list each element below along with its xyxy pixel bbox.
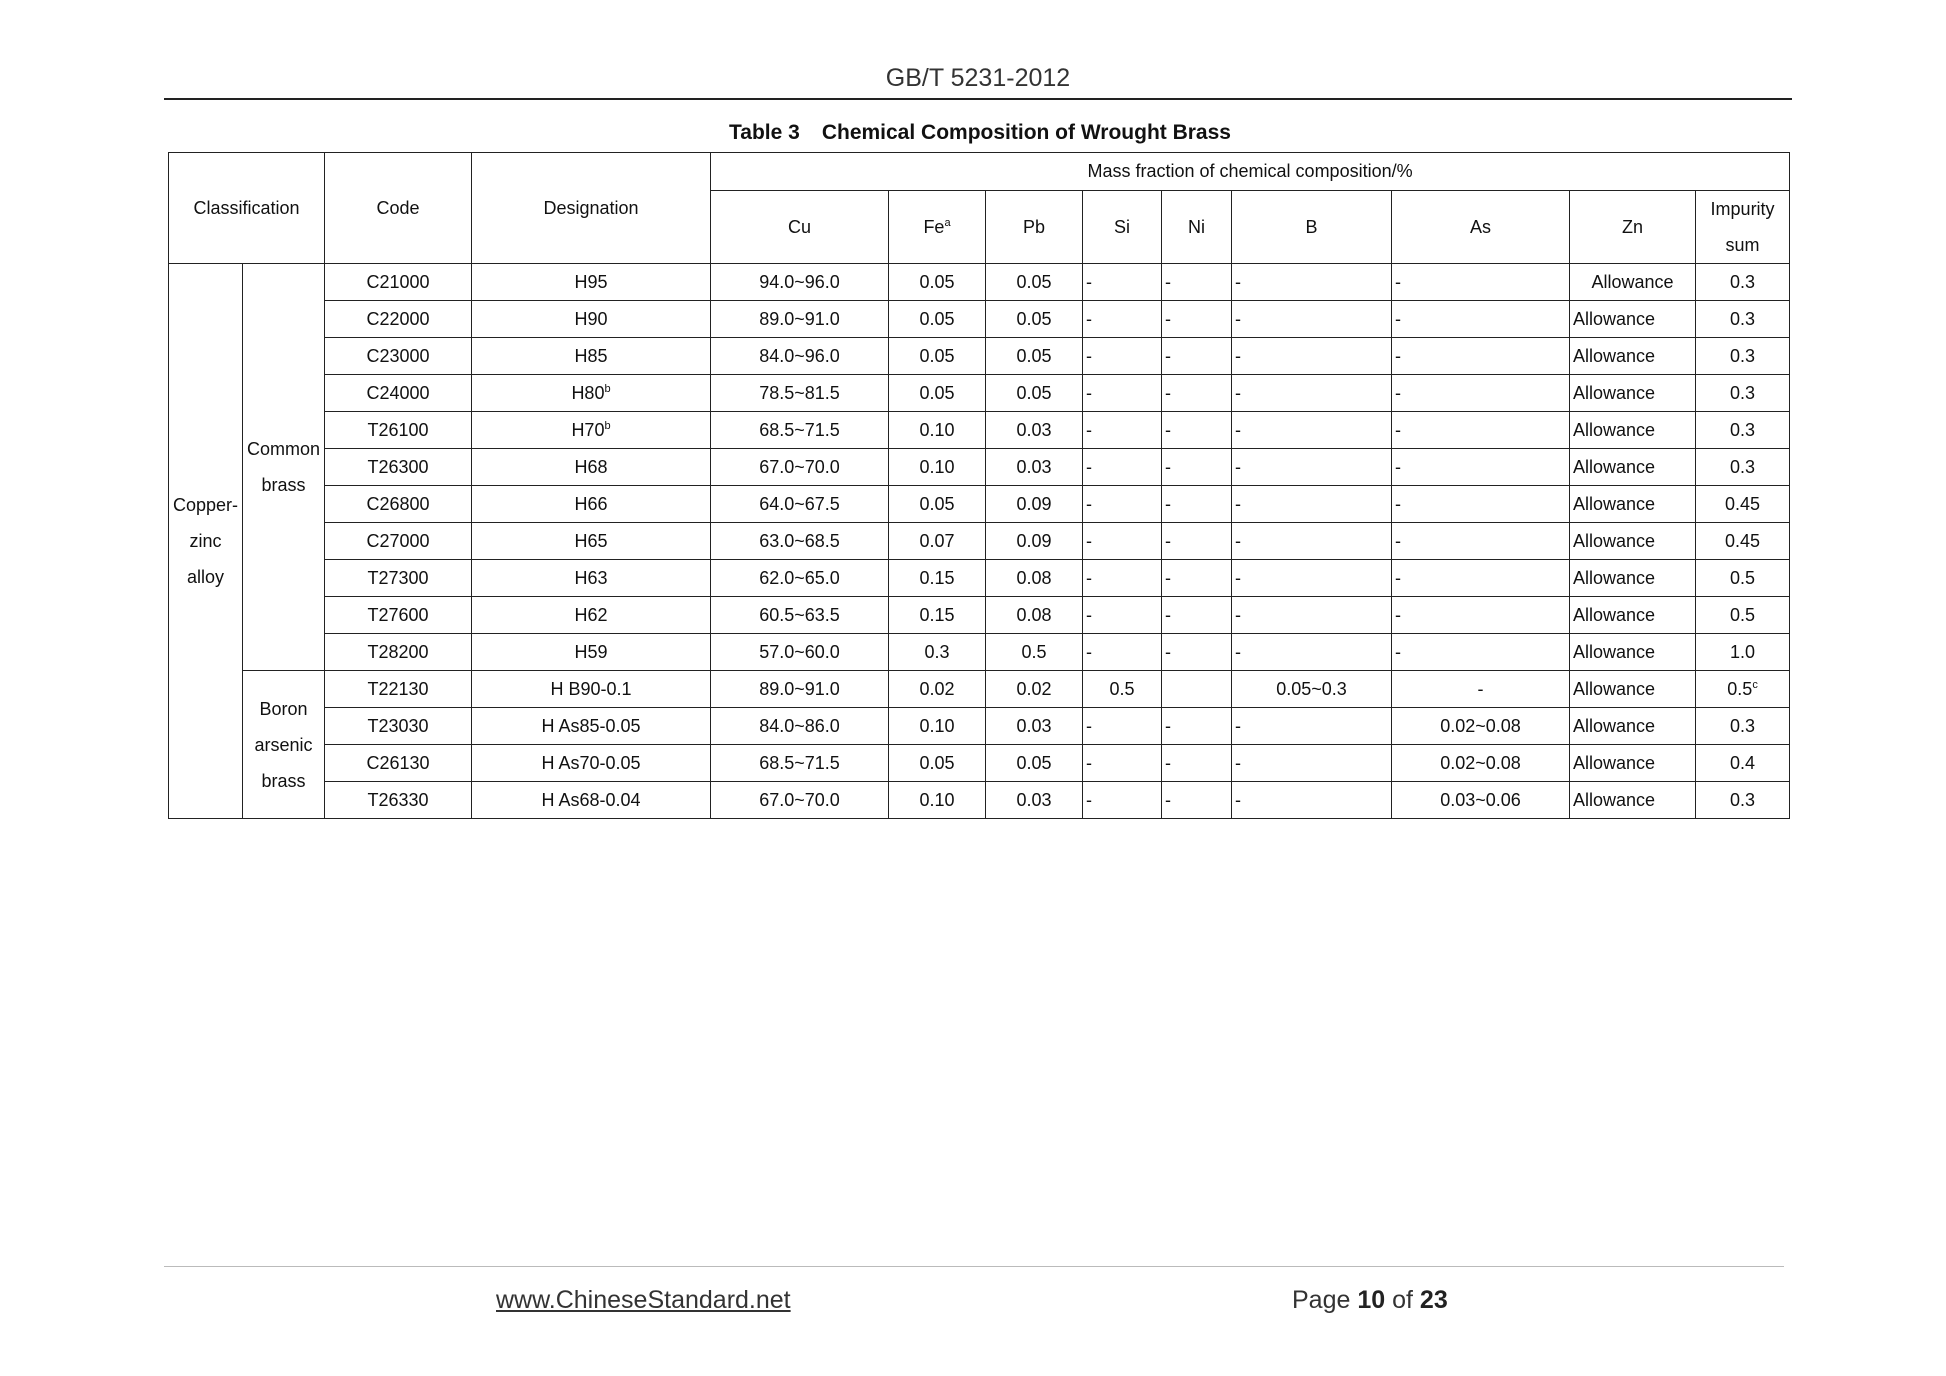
cell-pb: 0.05: [986, 264, 1083, 301]
table-number: Table 3: [729, 121, 800, 144]
cell-ni: -: [1162, 634, 1232, 671]
cell-pb: 0.03: [986, 782, 1083, 819]
cell-zn: Allowance: [1570, 449, 1696, 486]
cell-ni: -: [1162, 782, 1232, 819]
table-row: [169, 375, 1790, 412]
cell-b: -: [1232, 782, 1392, 819]
cell-fe: 0.05: [889, 264, 986, 301]
cell-zn: Allowance: [1570, 708, 1696, 745]
cell-impurity-sum: [1696, 375, 1790, 412]
cell-pb: 0.5: [986, 634, 1083, 671]
header-zn: Zn: [1570, 191, 1696, 264]
cell-cu: 62.0~65.0: [711, 560, 889, 597]
cell-si: -: [1083, 782, 1162, 819]
designation-text: H90: [574, 309, 608, 329]
table-row: [169, 449, 1790, 486]
cell-fe: 0.05: [889, 375, 986, 412]
cell-fe: 0.10: [889, 449, 986, 486]
cell-code: C22000: [325, 301, 472, 338]
table-row: [169, 671, 1790, 708]
table-row: [169, 745, 1790, 782]
cell-zn: Allowance: [1570, 560, 1696, 597]
header-classification: Classification: [169, 153, 325, 264]
cell-designation: [472, 708, 711, 745]
header-impurity-sum: [1696, 191, 1790, 264]
cell-si: 0.5: [1083, 671, 1162, 708]
table-row: [169, 782, 1790, 819]
header-fe-footnote: a: [944, 216, 951, 229]
cell-si: -: [1083, 523, 1162, 560]
impurity-value: 0.5: [1730, 568, 1756, 588]
cell-b: -: [1232, 338, 1392, 375]
cell-as: 0.03~0.06: [1392, 782, 1570, 819]
cell-cu: 57.0~60.0: [711, 634, 889, 671]
cell-ni: -: [1162, 264, 1232, 301]
designation-text: H95: [574, 272, 608, 292]
cell-fe: 0.05: [889, 338, 986, 375]
table-row: [169, 560, 1790, 597]
cell-code: C24000: [325, 375, 472, 412]
header-row-1: [169, 153, 1790, 191]
cell-code: C27000: [325, 523, 472, 560]
cell-zn: Allowance: [1570, 745, 1696, 782]
impurity-value: 0.45: [1725, 531, 1761, 551]
subgroup-boron-arsenic-brass: [243, 671, 325, 819]
cell-pb: 0.05: [986, 301, 1083, 338]
cell-fe: 0.3: [889, 634, 986, 671]
cell-zn: Allowance: [1570, 671, 1696, 708]
group-label-line: Copper-: [172, 495, 239, 515]
designation-text: H85: [574, 346, 608, 366]
header-si: Si: [1083, 191, 1162, 264]
cell-cu: 94.0~96.0: [711, 264, 889, 301]
cell-b: -: [1232, 597, 1392, 634]
cell-fe: 0.05: [889, 486, 986, 523]
cell-fe: 0.10: [889, 412, 986, 449]
cell-designation: [472, 597, 711, 634]
page-current: 10: [1357, 1286, 1386, 1314]
designation-text: H66: [574, 494, 608, 514]
cell-ni: [1162, 671, 1232, 708]
header-fe-label: Fe: [923, 216, 945, 237]
cell-fe: 0.10: [889, 708, 986, 745]
cell-ni: -: [1162, 745, 1232, 782]
header-divider: [164, 98, 1792, 100]
header-mass-fraction: Mass fraction of chemical composition/%: [711, 153, 1790, 191]
cell-code: T28200: [325, 634, 472, 671]
cell-b: -: [1232, 301, 1392, 338]
cell-si: -: [1083, 560, 1162, 597]
cell-b: -: [1232, 264, 1392, 301]
cell-as: -: [1392, 671, 1570, 708]
table-row: [169, 301, 1790, 338]
cell-ni: -: [1162, 560, 1232, 597]
impurity-value: 0.5: [1730, 605, 1756, 625]
cell-impurity-sum: [1696, 782, 1790, 819]
table-body: [169, 264, 1790, 819]
cell-zn: Allowance: [1570, 301, 1696, 338]
cell-b: 0.05~0.3: [1232, 671, 1392, 708]
cell-as: -: [1392, 412, 1570, 449]
cell-code: C23000: [325, 338, 472, 375]
group-copper-zinc-alloy: [169, 264, 243, 819]
cell-as: -: [1392, 634, 1570, 671]
cell-impurity-sum: [1696, 449, 1790, 486]
designation-text: H59: [574, 642, 608, 662]
cell-zn: Allowance: [1570, 412, 1696, 449]
subgroup-label-line: brass: [261, 475, 306, 495]
subgroup-label-line: brass: [261, 770, 306, 791]
cell-zn: Allowance: [1570, 523, 1696, 560]
cell-fe: 0.02: [889, 671, 986, 708]
cell-code: T23030: [325, 708, 472, 745]
cell-ni: -: [1162, 523, 1232, 560]
cell-b: -: [1232, 523, 1392, 560]
designation-text: H68: [574, 457, 608, 477]
cell-zn: Allowance: [1570, 634, 1696, 671]
cell-designation: [472, 486, 711, 523]
cell-designation: [472, 301, 711, 338]
cell-impurity-sum: [1696, 338, 1790, 375]
impurity-value: 0.3: [1730, 420, 1756, 440]
header-code: Code: [325, 153, 472, 264]
cell-cu: 84.0~96.0: [711, 338, 889, 375]
cell-ni: -: [1162, 486, 1232, 523]
designation-text: H63: [574, 568, 608, 588]
cell-impurity-sum: [1696, 486, 1790, 523]
designation-text: H65: [574, 531, 608, 551]
cell-pb: 0.09: [986, 523, 1083, 560]
impurity-value: 0.3: [1730, 790, 1756, 810]
cell-si: -: [1083, 708, 1162, 745]
cell-cu: 78.5~81.5: [711, 375, 889, 412]
cell-impurity-sum: [1696, 412, 1790, 449]
designation-text: H As70-0.05: [541, 753, 641, 773]
table-row: [169, 338, 1790, 375]
cell-impurity-sum: [1696, 671, 1790, 708]
table-row: [169, 264, 1790, 301]
cell-designation: [472, 560, 711, 597]
cell-designation: [472, 375, 711, 412]
designation-text: H B90-0.1: [550, 679, 632, 699]
cell-code: T27300: [325, 560, 472, 597]
cell-as: -: [1392, 449, 1570, 486]
document-header-standard-number: GB/T 5231-2012: [885, 64, 1071, 92]
cell-zn: Allowance: [1570, 338, 1696, 375]
cell-cu: 64.0~67.5: [711, 486, 889, 523]
cell-code: C26800: [325, 486, 472, 523]
cell-cu: 89.0~91.0: [711, 671, 889, 708]
subgroup-common-brass: [243, 264, 325, 671]
cell-as: -: [1392, 338, 1570, 375]
cell-designation: [472, 634, 711, 671]
cell-cu: 84.0~86.0: [711, 708, 889, 745]
cell-cu: 68.5~71.5: [711, 745, 889, 782]
page-of: of: [1392, 1286, 1413, 1314]
cell-b: -: [1232, 708, 1392, 745]
cell-si: -: [1083, 634, 1162, 671]
cell-designation: [472, 412, 711, 449]
header-fe: [889, 191, 986, 264]
cell-b: -: [1232, 486, 1392, 523]
cell-pb: 0.03: [986, 449, 1083, 486]
header-ni: Ni: [1162, 191, 1232, 264]
table-row: [169, 708, 1790, 745]
impurity-value: 0.3: [1730, 272, 1756, 292]
cell-si: -: [1083, 412, 1162, 449]
header-pb: Pb: [986, 191, 1083, 264]
impurity-value: 0.3: [1730, 716, 1756, 736]
cell-cu: 63.0~68.5: [711, 523, 889, 560]
cell-fe: 0.07: [889, 523, 986, 560]
impurity-value: 0.3: [1730, 346, 1756, 366]
cell-impurity-sum: [1696, 264, 1790, 301]
impurity-value: 0.5: [1727, 679, 1753, 699]
cell-pb: 0.03: [986, 412, 1083, 449]
cell-designation: [472, 523, 711, 560]
header-b: B: [1232, 191, 1392, 264]
cell-impurity-sum: [1696, 745, 1790, 782]
page-word: Page: [1292, 1286, 1351, 1314]
designation-footnote: b: [604, 420, 611, 432]
cell-fe: 0.05: [889, 745, 986, 782]
cell-impurity-sum: [1696, 634, 1790, 671]
cell-impurity-sum: [1696, 708, 1790, 745]
cell-ni: -: [1162, 708, 1232, 745]
designation-text: H As68-0.04: [541, 790, 641, 810]
table-title: Chemical Composition of Wrought Brass: [821, 121, 1231, 144]
cell-fe: 0.05: [889, 301, 986, 338]
cell-b: -: [1232, 560, 1392, 597]
cell-zn: Allowance: [1570, 264, 1696, 301]
cell-designation: [472, 671, 711, 708]
cell-zn: Allowance: [1570, 782, 1696, 819]
cell-cu: 60.5~63.5: [711, 597, 889, 634]
cell-code: T26330: [325, 782, 472, 819]
cell-si: -: [1083, 301, 1162, 338]
header-designation: Designation: [472, 153, 711, 264]
page-total: 23: [1419, 1286, 1448, 1314]
cell-cu: 89.0~91.0: [711, 301, 889, 338]
group-label-line: zinc: [189, 531, 222, 551]
cell-as: -: [1392, 301, 1570, 338]
cell-fe: 0.15: [889, 560, 986, 597]
cell-designation: [472, 338, 711, 375]
group-label-line: alloy: [186, 567, 225, 587]
cell-as: -: [1392, 597, 1570, 634]
designation-text: H As85-0.05: [541, 716, 641, 736]
cell-pb: 0.05: [986, 745, 1083, 782]
cell-cu: 68.5~71.5: [711, 412, 889, 449]
cell-impurity-sum: [1696, 597, 1790, 634]
cell-pb: 0.02: [986, 671, 1083, 708]
cell-cu: 67.0~70.0: [711, 782, 889, 819]
page-indicator: [1292, 1286, 1448, 1315]
cell-impurity-sum: [1696, 301, 1790, 338]
subgroup-label-line: Boron: [259, 698, 308, 719]
cell-b: -: [1232, 745, 1392, 782]
cell-ni: -: [1162, 449, 1232, 486]
cell-b: -: [1232, 634, 1392, 671]
impurity-value: 0.3: [1730, 309, 1756, 329]
table-row: [169, 486, 1790, 523]
cell-as: -: [1392, 375, 1570, 412]
cell-si: -: [1083, 486, 1162, 523]
subgroup-label-line: arsenic: [254, 734, 313, 755]
designation-text: H62: [574, 605, 608, 625]
cell-code: T26100: [325, 412, 472, 449]
cell-pb: 0.05: [986, 338, 1083, 375]
table-row: [169, 412, 1790, 449]
header-impurity-line1: Impurity: [1710, 199, 1775, 219]
cell-fe: 0.15: [889, 597, 986, 634]
cell-si: -: [1083, 264, 1162, 301]
cell-fe: 0.10: [889, 782, 986, 819]
cell-ni: -: [1162, 338, 1232, 375]
cell-pb: 0.03: [986, 708, 1083, 745]
footer-divider: [164, 1266, 1784, 1267]
website-link[interactable]: www.ChineseStandard.net: [496, 1286, 791, 1314]
cell-code: T22130: [325, 671, 472, 708]
cell-si: -: [1083, 338, 1162, 375]
cell-designation: [472, 745, 711, 782]
designation-text: H80: [571, 383, 605, 403]
cell-pb: 0.08: [986, 597, 1083, 634]
cell-b: -: [1232, 449, 1392, 486]
table-row: [169, 634, 1790, 671]
cell-pb: 0.08: [986, 560, 1083, 597]
cell-as: 0.02~0.08: [1392, 708, 1570, 745]
cell-code: T27600: [325, 597, 472, 634]
designation-text: H70: [571, 420, 605, 440]
table-row: [169, 597, 1790, 634]
cell-b: -: [1232, 412, 1392, 449]
cell-designation: [472, 782, 711, 819]
cell-code: C26130: [325, 745, 472, 782]
cell-as: -: [1392, 523, 1570, 560]
cell-si: -: [1083, 597, 1162, 634]
cell-ni: -: [1162, 375, 1232, 412]
cell-code: T26300: [325, 449, 472, 486]
cell-ni: -: [1162, 301, 1232, 338]
impurity-value: 0.45: [1725, 494, 1761, 514]
table-row: [169, 523, 1790, 560]
cell-ni: -: [1162, 597, 1232, 634]
chemical-composition-table: [168, 152, 1790, 819]
impurity-value: 0.3: [1730, 383, 1756, 403]
header-impurity-line2: sum: [1725, 235, 1760, 255]
cell-pb: 0.09: [986, 486, 1083, 523]
cell-as: 0.02~0.08: [1392, 745, 1570, 782]
header-as: As: [1392, 191, 1570, 264]
cell-as: -: [1392, 560, 1570, 597]
cell-si: -: [1083, 375, 1162, 412]
cell-pb: 0.05: [986, 375, 1083, 412]
cell-designation: [472, 264, 711, 301]
subgroup-label-line: Common: [246, 439, 321, 459]
cell-as: -: [1392, 486, 1570, 523]
cell-designation: [472, 449, 711, 486]
cell-impurity-sum: [1696, 523, 1790, 560]
cell-si: -: [1083, 449, 1162, 486]
impurity-footnote: c: [1752, 679, 1758, 691]
impurity-value: 0.4: [1730, 753, 1756, 773]
table-caption: [168, 121, 1792, 145]
cell-zn: Allowance: [1570, 597, 1696, 634]
cell-si: -: [1083, 745, 1162, 782]
cell-b: -: [1232, 375, 1392, 412]
cell-cu: 67.0~70.0: [711, 449, 889, 486]
designation-footnote: b: [604, 383, 611, 395]
cell-zn: Allowance: [1570, 375, 1696, 412]
impurity-value: 0.3: [1730, 457, 1756, 477]
cell-ni: -: [1162, 412, 1232, 449]
cell-code: C21000: [325, 264, 472, 301]
impurity-value: 1.0: [1730, 642, 1756, 662]
cell-zn: Allowance: [1570, 486, 1696, 523]
header-cu: Cu: [711, 191, 889, 264]
cell-as: -: [1392, 264, 1570, 301]
cell-impurity-sum: [1696, 560, 1790, 597]
